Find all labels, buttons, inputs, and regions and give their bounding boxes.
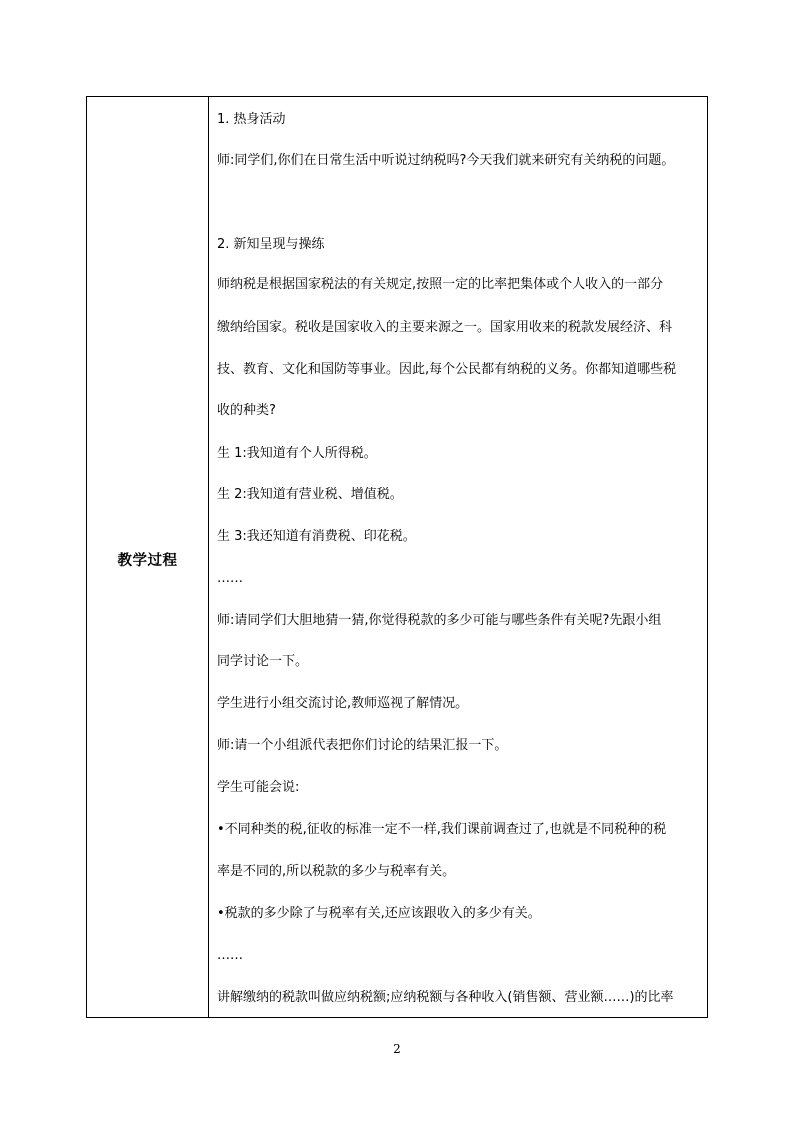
- content-line: •税款的多少除了与税率有关,还应该跟收入的多少有关。: [217, 906, 541, 921]
- content-line: 2. 新知呈现与操练: [217, 237, 325, 252]
- content-line: •不同种类的税,征收的标准一定不一样,我们课前调查过了,也就是不同税种的税: [217, 822, 667, 837]
- content-line: 学生进行小组交流讨论,教师巡视了解情况。: [217, 696, 469, 711]
- content-line: 讲解缴纳的税款叫做应纳税额;应纳税额与各种收入(销售额、营业额……)的比率: [217, 990, 674, 1005]
- content-line: 师:请一个小组派代表把你们讨论的结果汇报一下。: [217, 738, 508, 753]
- content-line: 收的种类?: [217, 403, 276, 418]
- content-line: 学生可能会说:: [217, 780, 300, 795]
- content-line: 生 3:我还知道有消费税、印花税。: [217, 529, 416, 544]
- content-line: 生 1:我知道有个人所得税。: [217, 446, 377, 461]
- column-divider: [208, 97, 209, 1017]
- content-line: 师:同学们,你们在日常生活中听说过纳税吗?今天我们就来研究有关纳税的问题。: [217, 153, 675, 168]
- content-line: 师纳税是根据国家税法的有关规定,按照一定的比率把集体或个人收入的一部分: [217, 277, 664, 292]
- content-line: 1. 热身活动: [217, 112, 286, 127]
- content-line: ……: [217, 948, 243, 963]
- content-line: 率是不同的,所以税款的多少与税率有关。: [217, 864, 456, 879]
- content-line: 师:请同学们大胆地猜一猜,你觉得税款的多少可能与哪些条件有关呢?先跟小组: [217, 613, 662, 628]
- content-line: 技、教育、文化和国防等事业。因此,每个公民都有纳税的义务。你都知道哪些税: [217, 362, 677, 377]
- content-line: ……: [217, 571, 243, 586]
- content-line: 缴纳给国家。税收是国家收入的主要来源之一。国家用收来的税款发展经济、科: [217, 320, 673, 335]
- content-line: 同学讨论一下。: [217, 654, 309, 669]
- content-line: 生 2:我知道有营业税、增值税。: [217, 487, 403, 502]
- section-label: 教学过程: [117, 553, 178, 569]
- page-number: 2: [393, 1042, 401, 1056]
- lesson-table: [86, 96, 708, 1018]
